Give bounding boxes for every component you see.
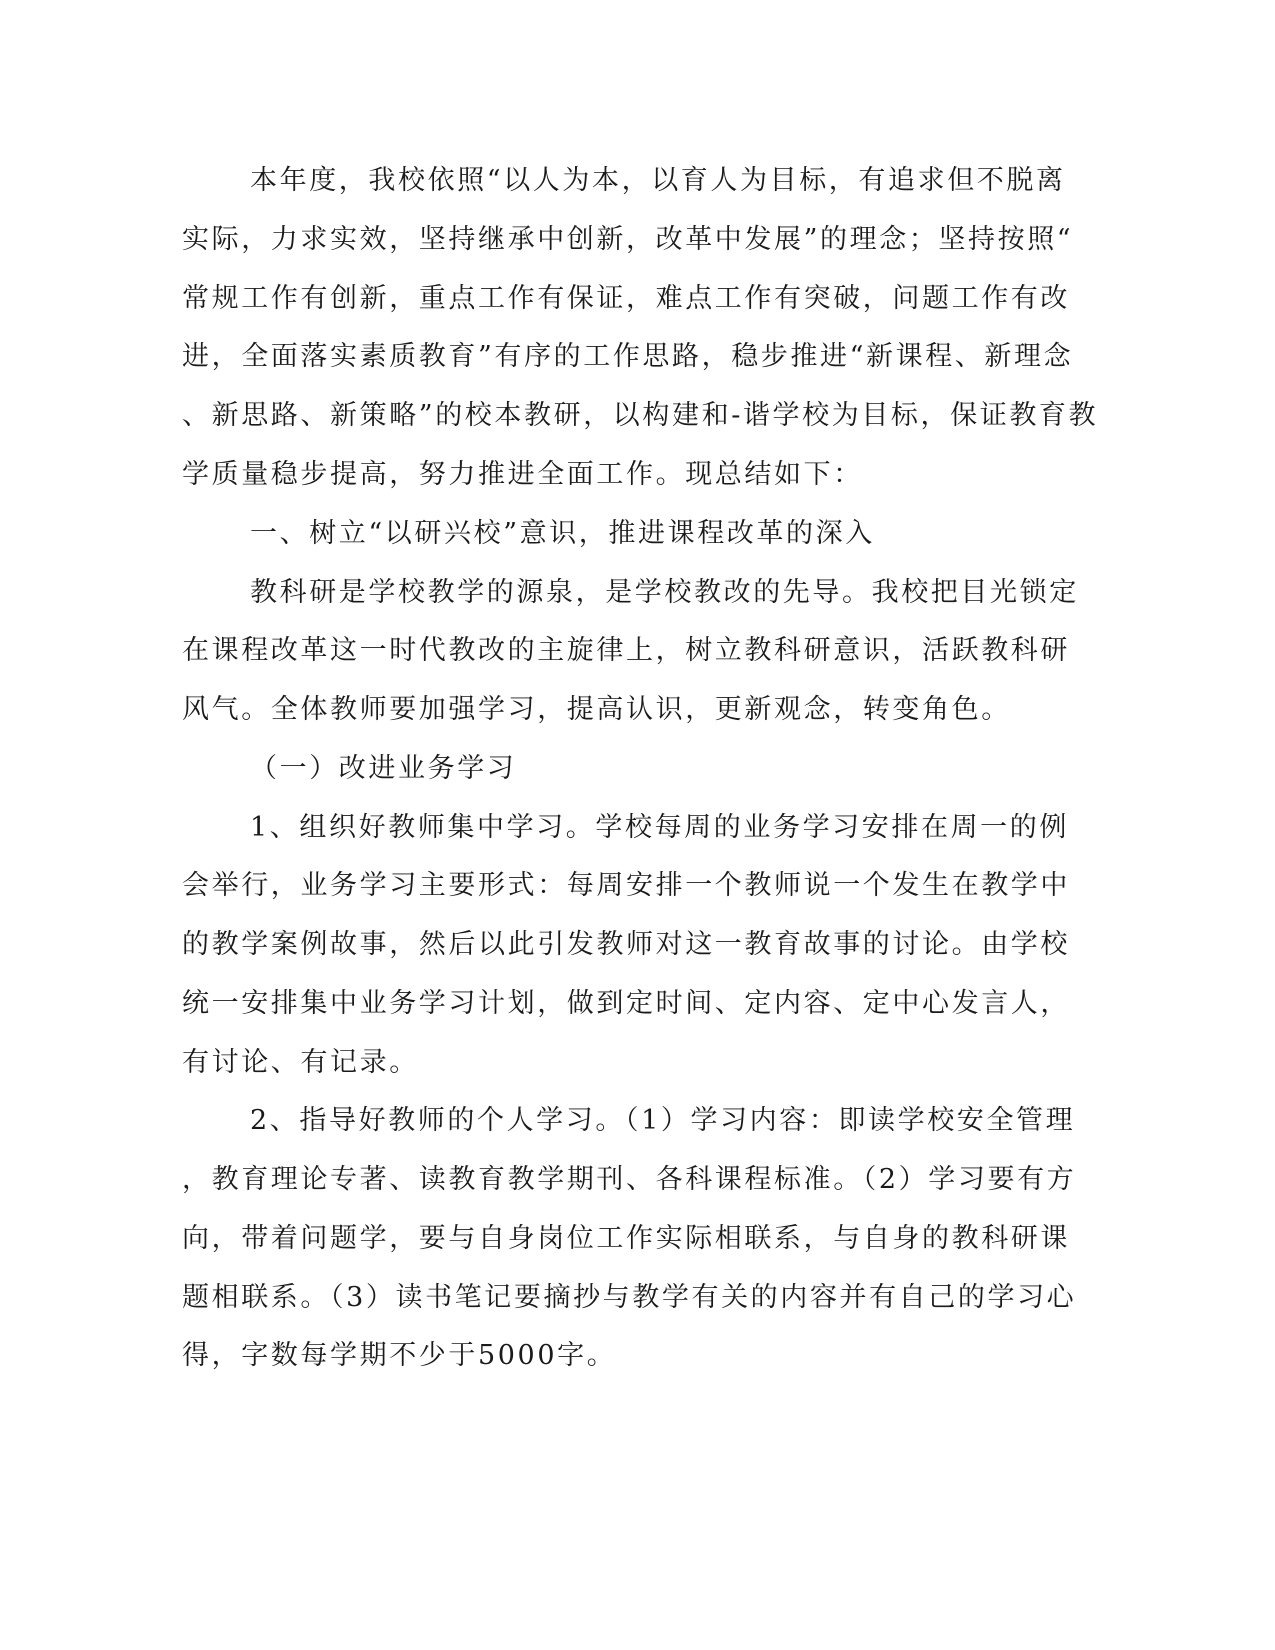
paragraph-line: 学质量稳步提高，努力推进全面工作。现总结如下：	[182, 459, 863, 490]
paragraph-line: 会举行，业务学习主要形式：每周安排一个教师说一个发生在教学中	[182, 870, 1070, 901]
section-heading: 一、树立“以研兴校”意识，推进课程改革的深入	[250, 518, 875, 549]
paragraph-line: 题相联系。（3）读书笔记要摘抄与教学有关的内容并有自己的学习心	[182, 1282, 1077, 1313]
paragraph-line: 的教学案例故事，然后以此引发教师对这一教育故事的讨论。由学校	[182, 929, 1070, 960]
paragraph-line: 常规工作有创新，重点工作有保证，难点工作有突破，问题工作有改	[182, 283, 1070, 314]
paragraph-line: 1、组织好教师集中学习。学校每周的业务学习安排在周一的例	[250, 812, 1069, 843]
paragraph-line: 统一安排集中业务学习计划，做到定时间、定内容、定中心发言人，	[182, 988, 1070, 1019]
paragraph-line: 向，带着问题学，要与自身岗位工作实际相联系，与自身的教科研课	[182, 1223, 1070, 1254]
paragraph-line: 得，字数每学期不少于5000字。	[182, 1340, 617, 1371]
paragraph-line: ，教育理论专著、读教育教学期刊、各科课程标准。（2）学习要有方	[182, 1164, 1077, 1195]
paragraph-line: 实际，力求实效，坚持继承中创新，改革中发展”的理念；坚持按照“	[182, 224, 1074, 255]
paragraph-line: 有讨论、有记录。	[182, 1047, 419, 1078]
subsection-heading: （一）改进业务学习	[250, 753, 517, 784]
paragraph-line: 2、指导好教师的个人学习。（1）学习内容：即读学校安全管理	[250, 1105, 1076, 1136]
paragraph-line: 本年度，我校依照“以人为本，以育人为目标，有追求但不脱离	[250, 165, 1066, 196]
paragraph-line: 、新思路、新策略”的校本教研，以构建和-谐学校为目标，保证教育教	[182, 400, 1099, 431]
paragraph-line: 进，全面落实素质教育”有序的工作思路，稳步推进“新课程、新理念	[182, 341, 1074, 372]
paragraph-line: 风气。全体教师要加强学习，提高认识，更新观念，转变角色。	[182, 694, 1011, 725]
paragraph-line: 教科研是学校教学的源泉，是学校教改的先导。我校把目光锁定	[250, 577, 1079, 608]
paragraph-line: 在课程改革这一时代教改的主旋律上，树立教科研意识，活跃教科研	[182, 635, 1070, 666]
